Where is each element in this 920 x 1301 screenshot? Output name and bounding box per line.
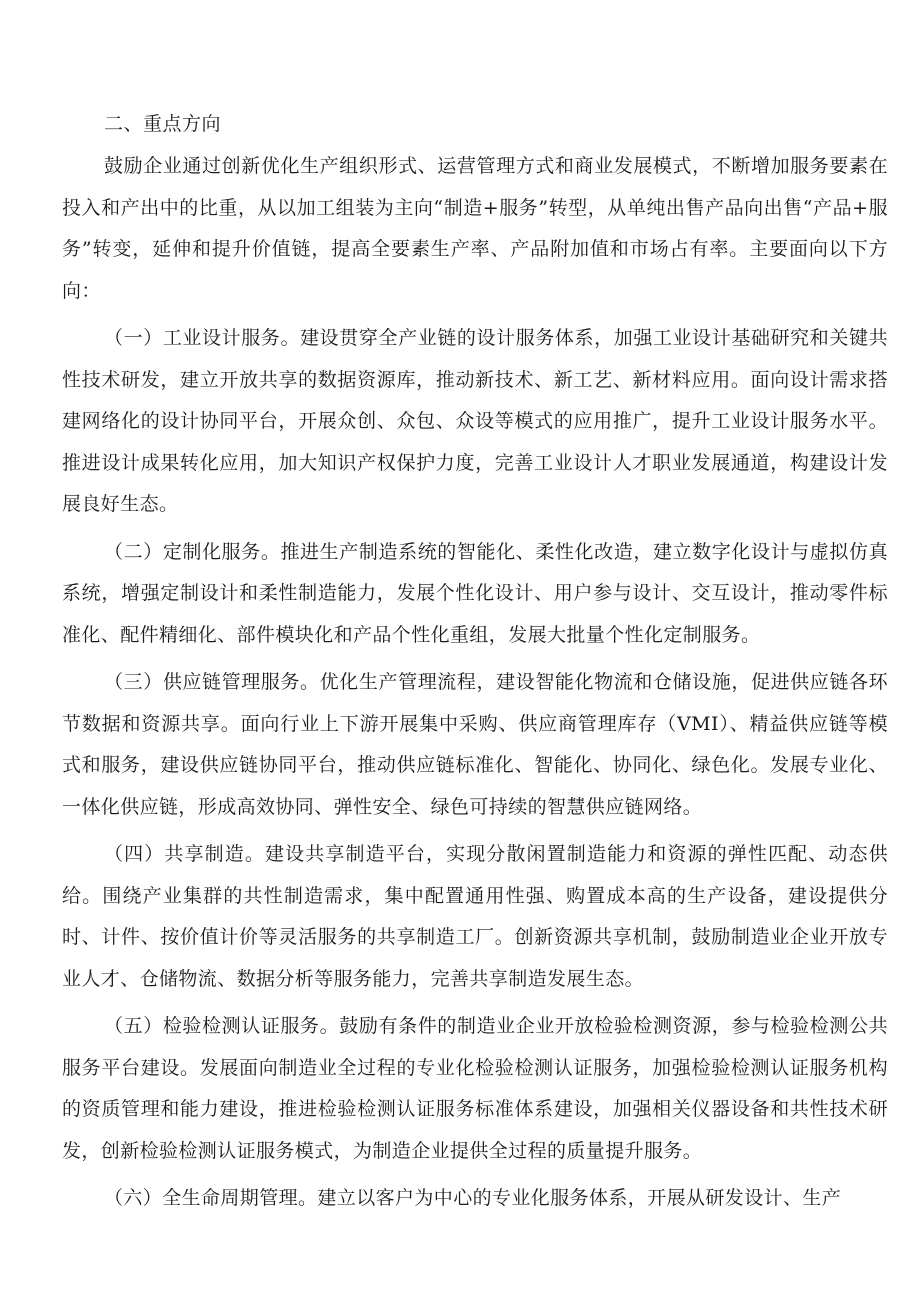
paragraph-supply-chain	[62, 662, 888, 828]
item-number: （一）	[104, 327, 163, 349]
item-number: （六）	[104, 1187, 163, 1209]
item-number: （五）	[104, 1015, 163, 1037]
item-text: 共享制造。建设共享制造平台，实现分散闲置制造能力和资源的弹性匹配、动态供给。围绕产业集群的共性制造需求，集中配置通用性强、购置成本高的生产设备，建设提供分时、计件、按价值计价等灵活服务的共享制造工厂。创新资源共享机制，鼓励制造业企业开放专业人才、仓储物流、数据分析等服务能力，完善共享制造发展生态。	[62, 843, 889, 990]
item-text: 定制化服务。推进生产制造系统的智能化、柔性化改造，建立数字化设计与虚拟仿真系统，增强定制设计和柔性制造能力，发展个性化设计、用户参与设计、交互设计，推动零件标准化、配件精细化、部件模块化和产品个性化重组，发展大批量个性化定制服务。	[62, 540, 889, 646]
section-heading: 二、重点方向	[104, 113, 222, 135]
paragraph-inspection-certification	[62, 1006, 888, 1172]
item-number: （二）	[104, 540, 163, 563]
item-number: （四）	[104, 843, 165, 865]
intro-paragraph: 鼓励企业通过创新优化生产组织形式、运营管理方式和商业发展模式，不断增加服务要素在投入和产出中的比重，从以加工组装为主向“制造+服务”转型，从单纯出售产品向出售“产品+服务”转变，延伸和提升价值链，提高全要素生产率、产品附加值和市场占有率。主要面向以下方向：	[62, 155, 888, 302]
document-body	[62, 104, 888, 1226]
item-text: 全生命周期管理。建立以客户为中心的专业化服务体系，开展从研发设计、生产	[162, 1187, 842, 1209]
paragraph-lifecycle-management	[62, 1178, 888, 1220]
item-number: （三）	[104, 671, 163, 693]
paragraph-customization	[62, 532, 888, 657]
paragraph-shared-manufacturing	[62, 834, 888, 1000]
item-text: 检验检测认证服务。鼓励有条件的制造业企业开放检验检测资源，参与检验检测公共服务平台建设。发展面向制造业全过程的专业化检验检测认证服务，加强检验检测认证服务机构的资质管理和能力建设，推进检验检测认证服务标准体系建设，加强相关仪器设备和共性技术研发，创新检验检测认证服务模式，为制造企业提供全过程的质量提升服务。	[62, 1015, 889, 1162]
paragraph-industrial-design	[62, 318, 888, 526]
item-text: 工业设计服务。建设贯穿全产业链的设计服务体系，加强工业设计基础研究和关键共性技术研发，建立开放共享的数据资源库，推动新技术、新工艺、新材料应用。面向设计需求搭建网络化的设计协同平台，开展众创、众包、众设等模式的应用推广，提升工业设计服务水平。推进设计成果转化应用，加大知识产权保护力度，完善工业设计人才职业发展通道，构建设计发展良好生态。	[62, 327, 889, 515]
item-text: 供应链管理服务。优化生产管理流程，建设智能化物流和仓储设施，促进供应链各环节数据和资源共享。面向行业上下游开展集中采购、供应商管理库存（VMI）、精益供应链等模式和服务，建设供应链协同平台，推动供应链标准化、智能化、协同化、绿色化。发展专业化、一体化供应链，形成高效协同、弹性安全、绿色可持续的智慧供应链网络。	[62, 671, 889, 818]
